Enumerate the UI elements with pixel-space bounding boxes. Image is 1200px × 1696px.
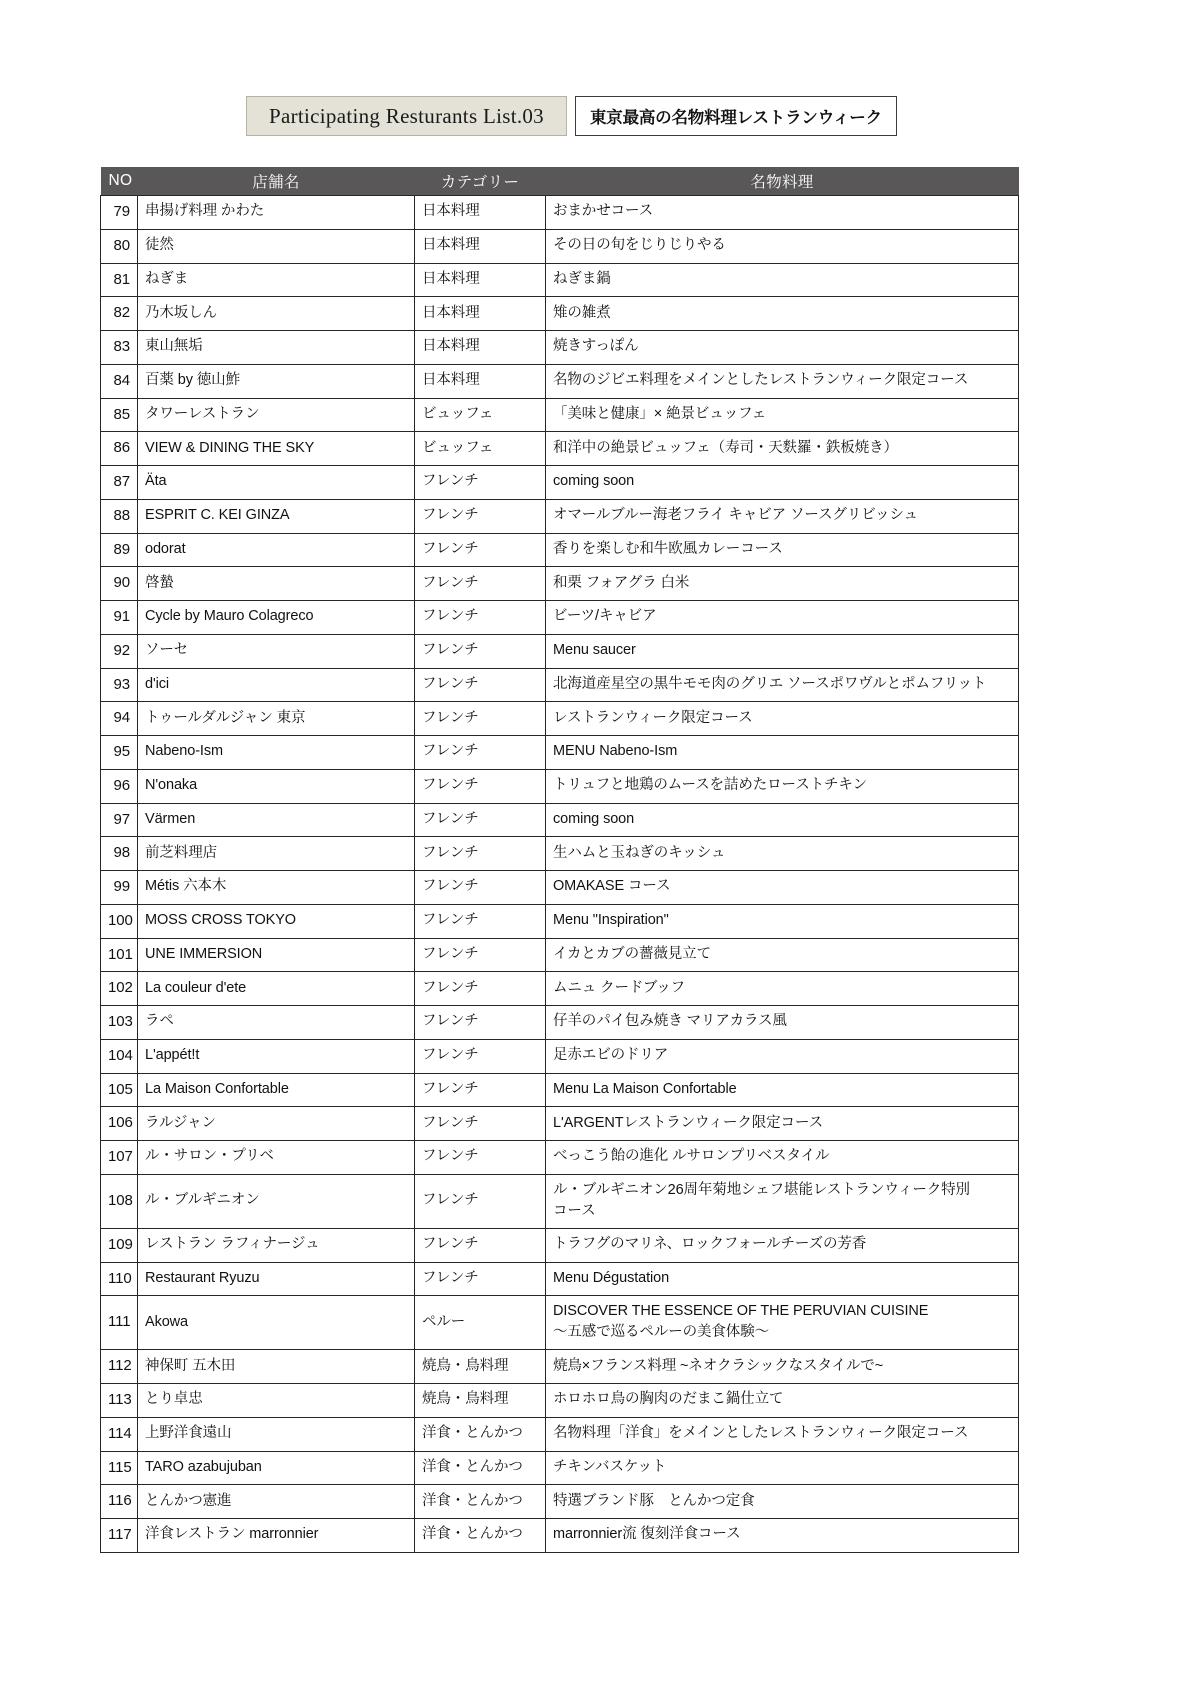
- table-row: [101, 1262, 1019, 1296]
- cell-no: 110: [101, 1262, 138, 1296]
- cell-shop: 啓蟄: [138, 567, 415, 601]
- cell-shop: ねぎま: [138, 263, 415, 297]
- cell-category: フレンチ: [415, 499, 546, 533]
- cell-dish: MENU Nabeno-Ism: [546, 736, 1019, 770]
- cell-shop: 神保町 五木田: [138, 1350, 415, 1384]
- cell-shop: odorat: [138, 533, 415, 567]
- cell-no: 97: [101, 803, 138, 837]
- table-row: [101, 1228, 1019, 1262]
- cell-dish: 焼きすっぽん: [546, 331, 1019, 365]
- cell-no: 101: [101, 938, 138, 972]
- cell-category: フレンチ: [415, 1262, 546, 1296]
- cell-category: ペルー: [415, 1296, 546, 1350]
- cell-category: フレンチ: [415, 1141, 546, 1175]
- document-title-band: [246, 96, 897, 136]
- cell-dish: coming soon: [546, 466, 1019, 500]
- cell-shop: レストラン ラフィナージュ: [138, 1228, 415, 1262]
- table-row: [101, 466, 1019, 500]
- cell-shop: とり卓忠: [138, 1384, 415, 1418]
- cell-no: 112: [101, 1350, 138, 1384]
- cell-no: 79: [101, 196, 138, 230]
- cell-shop: 百薬 by 徳山鮓: [138, 364, 415, 398]
- cell-dish: 生ハムと玉ねぎのキッシュ: [546, 837, 1019, 871]
- cell-no: 116: [101, 1485, 138, 1519]
- cell-no: 102: [101, 972, 138, 1006]
- cell-category: フレンチ: [415, 904, 546, 938]
- cell-no: 90: [101, 567, 138, 601]
- cell-category: 日本料理: [415, 229, 546, 263]
- cell-category: 日本料理: [415, 331, 546, 365]
- cell-no: 115: [101, 1451, 138, 1485]
- cell-category: 日本料理: [415, 263, 546, 297]
- table-row: [101, 567, 1019, 601]
- cell-category: フレンチ: [415, 1228, 546, 1262]
- cell-dish-line-1: DISCOVER THE ESSENCE OF THE PERUVIAN CUISINE: [553, 1303, 929, 1320]
- cell-no: 88: [101, 499, 138, 533]
- cell-category: 焼鳥・鳥料理: [415, 1384, 546, 1418]
- cell-shop: トゥールダルジャン 東京: [138, 702, 415, 736]
- cell-shop: ESPRIT C. KEI GINZA: [138, 499, 415, 533]
- document-title-subtitle: 東京最高の名物料理レストランウィーク: [575, 96, 897, 136]
- table-row: [101, 1141, 1019, 1175]
- cell-dish: 足赤エビのドリア: [546, 1039, 1019, 1073]
- cell-shop: d'ici: [138, 668, 415, 702]
- cell-dish: coming soon: [546, 803, 1019, 837]
- cell-dish: 和洋中の絶景ビュッフェ（寿司・天麩羅・鉄板焼き）: [546, 432, 1019, 466]
- cell-category: 洋食・とんかつ: [415, 1417, 546, 1451]
- cell-category: 日本料理: [415, 297, 546, 331]
- cell-no: 104: [101, 1039, 138, 1073]
- cell-dish: ホロホロ鳥の胸肉のだまこ鍋仕立て: [546, 1384, 1019, 1418]
- cell-shop: Cycle by Mauro Colagreco: [138, 601, 415, 635]
- cell-shop: ソーセ: [138, 634, 415, 668]
- cell-shop: 串揚げ料理 かわた: [138, 196, 415, 230]
- cell-category: 日本料理: [415, 196, 546, 230]
- column-header-no: NO: [101, 167, 138, 196]
- cell-no: 81: [101, 263, 138, 297]
- cell-dish: べっこう飴の進化 ルサロンプリベスタイル: [546, 1141, 1019, 1175]
- cell-category: 洋食・とんかつ: [415, 1485, 546, 1519]
- table-row: [101, 1107, 1019, 1141]
- table-row: [101, 702, 1019, 736]
- table-row: [101, 1174, 1019, 1228]
- cell-dish-line-2: 〜五感で巡るペルーの美食体験〜: [553, 1324, 769, 1341]
- table-row: [101, 263, 1019, 297]
- cell-shop: ル・ブルギニオン: [138, 1174, 415, 1228]
- cell-no: 86: [101, 432, 138, 466]
- cell-no: 98: [101, 837, 138, 871]
- cell-dish: ビーツ/キャビア: [546, 601, 1019, 635]
- table-row: [101, 331, 1019, 365]
- cell-no: 108: [101, 1174, 138, 1228]
- cell-no: 82: [101, 297, 138, 331]
- cell-shop: Äta: [138, 466, 415, 500]
- cell-dish: 雉の雑煮: [546, 297, 1019, 331]
- cell-dish: トラフグのマリネ、ロックフォールチーズの芳香: [546, 1228, 1019, 1262]
- table-header-row: [101, 167, 1019, 196]
- table-row: [101, 364, 1019, 398]
- cell-shop: Métis 六本木: [138, 871, 415, 905]
- restaurant-list-table-wrapper: [100, 167, 1018, 1553]
- table-row: [101, 1039, 1019, 1073]
- cell-no: 111: [101, 1296, 138, 1350]
- cell-shop: とんかつ憲進: [138, 1485, 415, 1519]
- cell-dish: オマールブルー海老フライ キャビア ソースグリビッシュ: [546, 499, 1019, 533]
- cell-no: 114: [101, 1417, 138, 1451]
- cell-category: フレンチ: [415, 1107, 546, 1141]
- cell-shop: N'onaka: [138, 769, 415, 803]
- cell-dish: 名物料理「洋食」をメインとしたレストランウィーク限定コース: [546, 1417, 1019, 1451]
- cell-category: フレンチ: [415, 972, 546, 1006]
- cell-category: フレンチ: [415, 1174, 546, 1228]
- cell-category: フレンチ: [415, 1073, 546, 1107]
- table-row: [101, 533, 1019, 567]
- table-row: [101, 938, 1019, 972]
- cell-category: フレンチ: [415, 871, 546, 905]
- cell-shop: ル・サロン・プリベ: [138, 1141, 415, 1175]
- table-row: [101, 1350, 1019, 1384]
- cell-dish: Menu Dégustation: [546, 1262, 1019, 1296]
- cell-shop: La Maison Confortable: [138, 1073, 415, 1107]
- cell-dish: Menu "Inspiration": [546, 904, 1019, 938]
- table-row: [101, 1073, 1019, 1107]
- cell-no: 94: [101, 702, 138, 736]
- cell-no: 83: [101, 331, 138, 365]
- table-row: [101, 871, 1019, 905]
- cell-no: 99: [101, 871, 138, 905]
- cell-category: 洋食・とんかつ: [415, 1451, 546, 1485]
- cell-no: 100: [101, 904, 138, 938]
- cell-no: 93: [101, 668, 138, 702]
- table-row: [101, 634, 1019, 668]
- cell-category: フレンチ: [415, 567, 546, 601]
- table-row: [101, 837, 1019, 871]
- cell-category: ビュッフェ: [415, 432, 546, 466]
- cell-shop: Nabeno-Ism: [138, 736, 415, 770]
- table-body: [101, 196, 1019, 1553]
- column-header-dish: 名物料理: [546, 167, 1019, 196]
- cell-no: 113: [101, 1384, 138, 1418]
- cell-no: 91: [101, 601, 138, 635]
- cell-no: 105: [101, 1073, 138, 1107]
- cell-category: フレンチ: [415, 634, 546, 668]
- cell-no: 89: [101, 533, 138, 567]
- cell-category: 日本料理: [415, 364, 546, 398]
- table-row: [101, 769, 1019, 803]
- cell-no: 84: [101, 364, 138, 398]
- document-title-main: Participating Resturants List.03: [246, 96, 567, 136]
- cell-no: 95: [101, 736, 138, 770]
- cell-shop: ラルジャン: [138, 1107, 415, 1141]
- cell-shop: TARO azabujuban: [138, 1451, 415, 1485]
- cell-category: フレンチ: [415, 1006, 546, 1040]
- cell-dish-line-2: コース: [553, 1202, 596, 1219]
- cell-category: フレンチ: [415, 837, 546, 871]
- table-row: [101, 1006, 1019, 1040]
- cell-dish: トリュフと地鶏のムースを詰めたローストチキン: [546, 769, 1019, 803]
- cell-category: フレンチ: [415, 803, 546, 837]
- cell-no: 117: [101, 1519, 138, 1553]
- cell-dish: 和栗 フォアグラ 白米: [546, 567, 1019, 601]
- cell-dish: 焼鳥×フランス料理 ~ネオクラシックなスタイルで~: [546, 1350, 1019, 1384]
- table-row: [101, 972, 1019, 1006]
- cell-no: 106: [101, 1107, 138, 1141]
- column-header-category: カテゴリー: [415, 167, 546, 196]
- cell-dish: ムニュ クードブッフ: [546, 972, 1019, 1006]
- cell-shop: 徒然: [138, 229, 415, 263]
- cell-no: 96: [101, 769, 138, 803]
- cell-shop: L'appét!t: [138, 1039, 415, 1073]
- cell-category: フレンチ: [415, 601, 546, 635]
- cell-dish: marronnier流 復刻洋食コース: [546, 1519, 1019, 1553]
- cell-shop: 上野洋食遠山: [138, 1417, 415, 1451]
- cell-shop: 東山無垢: [138, 331, 415, 365]
- cell-shop: MOSS CROSS TOKYO: [138, 904, 415, 938]
- cell-dish: レストランウィーク限定コース: [546, 702, 1019, 736]
- table-row: [101, 432, 1019, 466]
- table-row: [101, 803, 1019, 837]
- cell-dish: Menu saucer: [546, 634, 1019, 668]
- cell-dish: 特選ブランド豚 とんかつ定食: [546, 1485, 1019, 1519]
- table-row: [101, 1296, 1019, 1350]
- cell-shop: Akowa: [138, 1296, 415, 1350]
- table-header: [101, 167, 1019, 196]
- cell-dish: Menu La Maison Confortable: [546, 1073, 1019, 1107]
- cell-dish: 香りを楽しむ和牛欧風カレーコース: [546, 533, 1019, 567]
- cell-no: 92: [101, 634, 138, 668]
- table-row: [101, 229, 1019, 263]
- table-row: [101, 499, 1019, 533]
- table-row: [101, 398, 1019, 432]
- table-row: [101, 1519, 1019, 1553]
- cell-dish-line-1: ル・ブルギニオン26周年菊地シェフ堪能レストランウィーク特別: [553, 1181, 970, 1198]
- cell-shop: 乃木坂しん: [138, 297, 415, 331]
- cell-shop: 洋食レストラン marronnier: [138, 1519, 415, 1553]
- cell-no: 103: [101, 1006, 138, 1040]
- cell-dish: チキンバスケット: [546, 1451, 1019, 1485]
- cell-no: 87: [101, 466, 138, 500]
- cell-dish: イカとカブの薔薇見立て: [546, 938, 1019, 972]
- cell-category: ビュッフェ: [415, 398, 546, 432]
- cell-category: フレンチ: [415, 533, 546, 567]
- column-header-shop: 店舗名: [138, 167, 415, 196]
- cell-dish: L'ARGENTレストランウィーク限定コース: [546, 1107, 1019, 1141]
- table-row: [101, 1417, 1019, 1451]
- cell-dish: おまかせコース: [546, 196, 1019, 230]
- cell-category: フレンチ: [415, 466, 546, 500]
- cell-category: フレンチ: [415, 736, 546, 770]
- cell-category: 焼鳥・鳥料理: [415, 1350, 546, 1384]
- table-row: [101, 196, 1019, 230]
- table-row: [101, 1485, 1019, 1519]
- cell-shop: La couleur d'ete: [138, 972, 415, 1006]
- restaurant-list-table: [100, 167, 1019, 1553]
- cell-category: 洋食・とんかつ: [415, 1519, 546, 1553]
- table-row: [101, 736, 1019, 770]
- cell-category: フレンチ: [415, 1039, 546, 1073]
- table-row: [101, 297, 1019, 331]
- cell-shop: UNE IMMERSION: [138, 938, 415, 972]
- table-row: [101, 1451, 1019, 1485]
- cell-dish: 北海道産星空の黒牛モモ肉のグリエ ソースポワヴルとポムフリット: [546, 668, 1019, 702]
- cell-category: フレンチ: [415, 769, 546, 803]
- cell-shop: タワーレストラン: [138, 398, 415, 432]
- cell-shop: VIEW & DINING THE SKY: [138, 432, 415, 466]
- table-row: [101, 668, 1019, 702]
- table-row: [101, 904, 1019, 938]
- cell-dish: 仔羊のパイ包み焼き マリアカラス風: [546, 1006, 1019, 1040]
- cell-shop: Restaurant Ryuzu: [138, 1262, 415, 1296]
- cell-no: 107: [101, 1141, 138, 1175]
- cell-dish: OMAKASE コース: [546, 871, 1019, 905]
- cell-dish: 名物のジビエ料理をメインとしたレストランウィーク限定コース: [546, 364, 1019, 398]
- cell-category: フレンチ: [415, 938, 546, 972]
- cell-dish: [546, 1296, 1019, 1350]
- cell-dish: 「美味と健康」× 絶景ビュッフェ: [546, 398, 1019, 432]
- cell-shop: ラペ: [138, 1006, 415, 1040]
- cell-shop: 前芝料理店: [138, 837, 415, 871]
- cell-category: フレンチ: [415, 668, 546, 702]
- cell-no: 80: [101, 229, 138, 263]
- cell-dish: その日の旬をじりじりやる: [546, 229, 1019, 263]
- cell-no: 109: [101, 1228, 138, 1262]
- cell-dish: [546, 1174, 1019, 1228]
- table-row: [101, 601, 1019, 635]
- cell-category: フレンチ: [415, 702, 546, 736]
- table-row: [101, 1384, 1019, 1418]
- cell-no: 85: [101, 398, 138, 432]
- cell-dish: ねぎま鍋: [546, 263, 1019, 297]
- cell-shop: Värmen: [138, 803, 415, 837]
